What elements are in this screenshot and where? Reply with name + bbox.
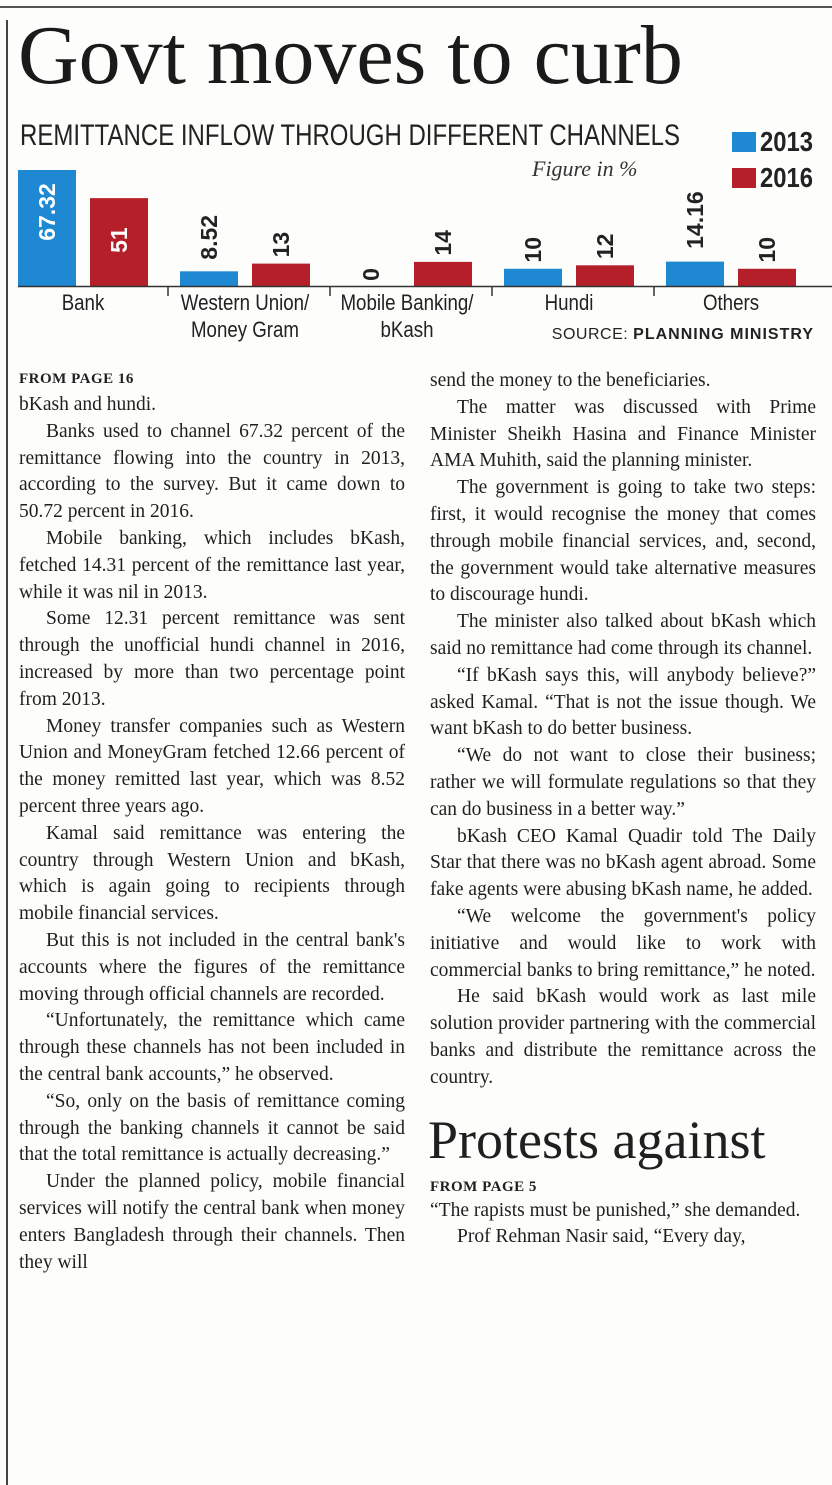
value-label-2016-2: 14 [430, 230, 456, 256]
value-label-2013-3: 10 [520, 236, 546, 263]
right-paragraph-4: “If bKash says this, will anybody believe?” asked Kamal. “That is not the issue though. We want bKash to do better business. [430, 664, 816, 740]
right-paragraph-3: The minister also talked about bKash which said no remittance had come through its channel. [430, 611, 816, 659]
chart-source-prefix: SOURCE: [551, 326, 629, 343]
second-story-paragraph-1: Prof Rehman Nasir said, “Every day, [457, 1226, 746, 1248]
right-paragraph-2: The government is going to take two steps: first, it would recognise the money that comes through mobile financial services, and, second, the government would take alternative measures to discourage hundi. [430, 477, 816, 606]
left-paragraph-3: Some 12.31 percent remittance was sent through the unofficial hundi channel in 2016, increased by more than two percentage point from 2013. [19, 608, 405, 710]
legend-swatch-2013 [732, 132, 756, 152]
bar-2013-1 [180, 271, 238, 286]
category-label-4-0: Others [702, 291, 760, 316]
left-paragraph-5: Kamal said remittance was entering the country through Western Union and bKash, which is again going to recipients through mobile financial services. [19, 822, 405, 925]
legend-label-2013: 2013 [760, 126, 813, 157]
category-label-2-1: bKash [380, 318, 434, 343]
jump-line-from-page-5: FROM PAGE 5 [430, 1178, 537, 1195]
bar-2016-4 [738, 269, 796, 286]
value-label-2013-4: 14.16 [682, 191, 708, 249]
value-label-2013-2: 0 [358, 268, 384, 281]
headline: Govt moves to curb [18, 9, 683, 102]
left-paragraph-2: Mobile banking, which includes bKash, fetched 14.31 percent of the remittance last year, while it was nil in 2013. [19, 527, 405, 603]
left-paragraph-9: Under the planned policy, mobile financial services will notify the central bank when money enters Bangladesh through their channels. Then they will [19, 1171, 405, 1273]
left-paragraph-8: “So, only on the basis of remittance coming through the banking channels it cannot be said that the total remittance is actually decreasing.” [19, 1090, 405, 1166]
right-paragraph-6: bKash CEO Kamal Quadir told The Daily Star that there was no bKash agent abroad. Some fake agents were abusing bKash name, he added. [430, 825, 816, 901]
bar-2016-2 [414, 262, 472, 286]
jump-line-from-page-16: FROM PAGE 16 [19, 371, 134, 387]
category-label-3-0: Hundi [544, 291, 594, 316]
value-label-2013-1: 8.52 [196, 214, 222, 260]
value-label-2013-0: 67.32 [34, 183, 60, 241]
right-paragraph-0: send the money to the beneficiaries. [430, 370, 711, 391]
second-headline: Protests against [428, 1109, 766, 1170]
left-paragraph-4: Money transfer companies such as Western Union and MoneyGram fetched 12.66 percent of the money remitted last year, which was 8.52 percent three years ago. [19, 715, 405, 817]
bar-2013-3 [504, 269, 562, 286]
category-label-1-0: Western Union/ [180, 291, 310, 316]
right-paragraph-1: The matter was discussed with Prime Minister Sheikh Hasina and Finance Minister AMA Muhith, said the planning minister. [430, 396, 816, 472]
left-paragraph-1: Banks used to channel 67.32 percent of the remittance flowing into the country in 2013, according to the survey. But it came down to 50.72 percent in 2016. [19, 420, 405, 523]
left-paragraph-6: But this is not included in the central bank's accounts where the figures of the remittance moving through official channels are recorded. [19, 929, 405, 1005]
category-label-0-0: Bank [61, 291, 105, 316]
category-label-1-1: Money Gram [190, 318, 300, 343]
bar-2016-3 [576, 265, 634, 286]
chart-source [552, 326, 814, 344]
right-paragraph-5: “We do not want to close their business; rather we will formulate regulations so that they can do business in a better way.” [430, 745, 816, 820]
left-paragraph-0: bKash and hundi. [19, 394, 157, 415]
category-label-2-0: Mobile Banking/ [340, 291, 474, 316]
second-story-paragraph-0: “The rapists must be punished,” she demanded. [430, 1199, 801, 1221]
left-paragraph-7: “Unfortunately, the remittance which came through these channels has not been included in the central bank accounts,” he observed. [19, 1010, 405, 1085]
chart-title: REMITTANCE INFLOW THROUGH DIFFERENT CHANNELS [20, 119, 681, 152]
value-label-2016-0: 51 [106, 227, 132, 253]
chart-unit-note: Figure in % [532, 156, 638, 181]
article-column-left [19, 368, 405, 1276]
legend-2013 [732, 128, 822, 156]
bar-2016-1 [252, 264, 310, 286]
article-column-right [430, 368, 816, 1251]
value-label-2016-4: 10 [754, 236, 780, 263]
chart-source-name: PLANNING MINISTRY [633, 326, 814, 343]
value-label-2016-3: 12 [592, 233, 618, 260]
bar-2013-4 [666, 262, 724, 286]
bar-chart [0, 160, 832, 350]
legend-label-2016: 2016 [760, 162, 813, 193]
value-label-2016-1: 13 [268, 231, 294, 258]
right-paragraph-8: He said bKash would work as last mile solution provider partnering with the commercial banks and distribute the remittance across the country. [430, 986, 816, 1088]
right-paragraph-7: “We welcome the government's policy initiative and would like to work with commercial banks to bring remittance,” he noted. [430, 905, 816, 981]
